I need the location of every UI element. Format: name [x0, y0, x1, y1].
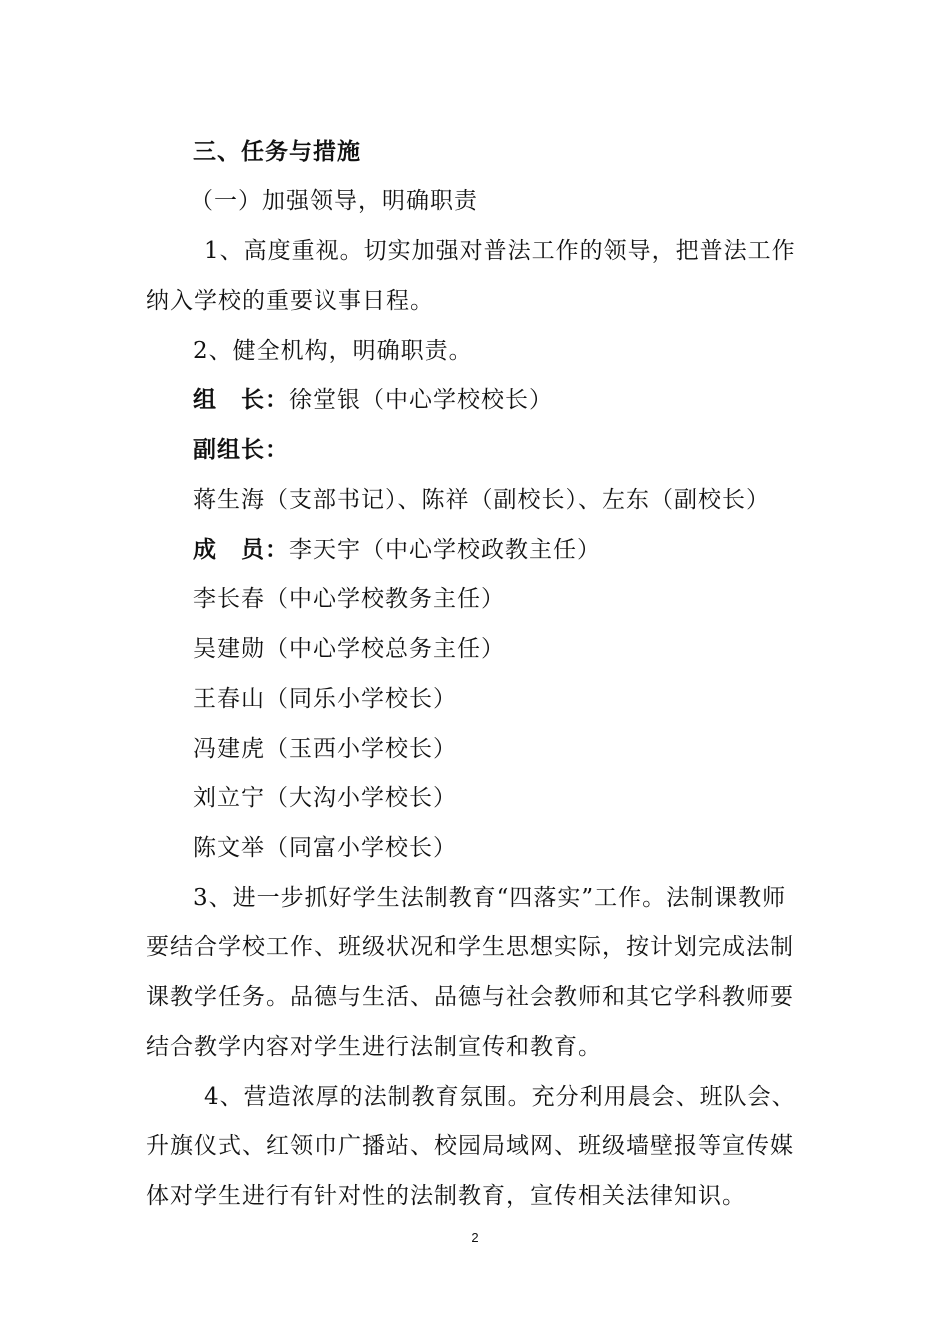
item3-line1: 3、进一步抓好学生法制教育“四落实”工作。法制课教师: [193, 885, 787, 911]
item4-line1: 4、营造浓厚的法制教育氛围。充分利用晨会、班队会、: [204, 1084, 796, 1110]
item4-line2: 升旗仪式、红领巾广播站、校园局域网、班级墙壁报等宣传媒: [146, 1133, 794, 1159]
members-line: [193, 535, 863, 565]
section-heading: 三、任务与措施: [193, 138, 361, 165]
member-item: 吴建勋（中心学校总务主任）: [193, 636, 505, 662]
item3-line3: 课教学任务。品德与生活、品德与社会教师和其它学科教师要: [146, 984, 794, 1010]
members-first: 李天宇（中心学校政教主任）: [289, 537, 601, 563]
item4-line3: 体对学生进行有针对性的法制教育，宣传相关法律知识。: [146, 1183, 746, 1209]
item3-line2: 要结合学校工作、班级状况和学生思想实际，按计划完成法制: [146, 934, 794, 960]
member-item: 陈文举（同富小学校长）: [193, 835, 457, 861]
item2-heading: 2、健全机构，明确职责。: [193, 338, 473, 364]
deputy-value: 蒋生海（支部书记）、陈祥（副校长）、左东（副校长）: [193, 487, 770, 513]
member-item: 冯建虎（玉西小学校长）: [193, 736, 457, 762]
item1-line1: 1、高度重视。切实加强对普法工作的领导，把普法工作: [204, 238, 796, 264]
leader-line: [193, 385, 863, 415]
leader-value: 徐堂银（中心学校校长）: [289, 387, 553, 413]
member-item: 王春山（同乐小学校长）: [193, 686, 457, 712]
members-label: 成 员：: [193, 536, 289, 563]
leader-label: 组 长：: [193, 386, 289, 413]
member-item: 李长春（中心学校教务主任）: [193, 586, 505, 612]
item1-line2: 纳入学校的重要议事日程。: [146, 288, 434, 314]
subsection-heading: （一）加强领导，明确职责: [190, 188, 478, 214]
item3-line4: 结合教学内容对学生进行法制宣传和教育。: [146, 1034, 602, 1060]
member-item: 刘立宁（大沟小学校长）: [193, 785, 457, 811]
deputy-label: 副组长：: [193, 436, 289, 463]
page-number: 2: [471, 1230, 479, 1245]
